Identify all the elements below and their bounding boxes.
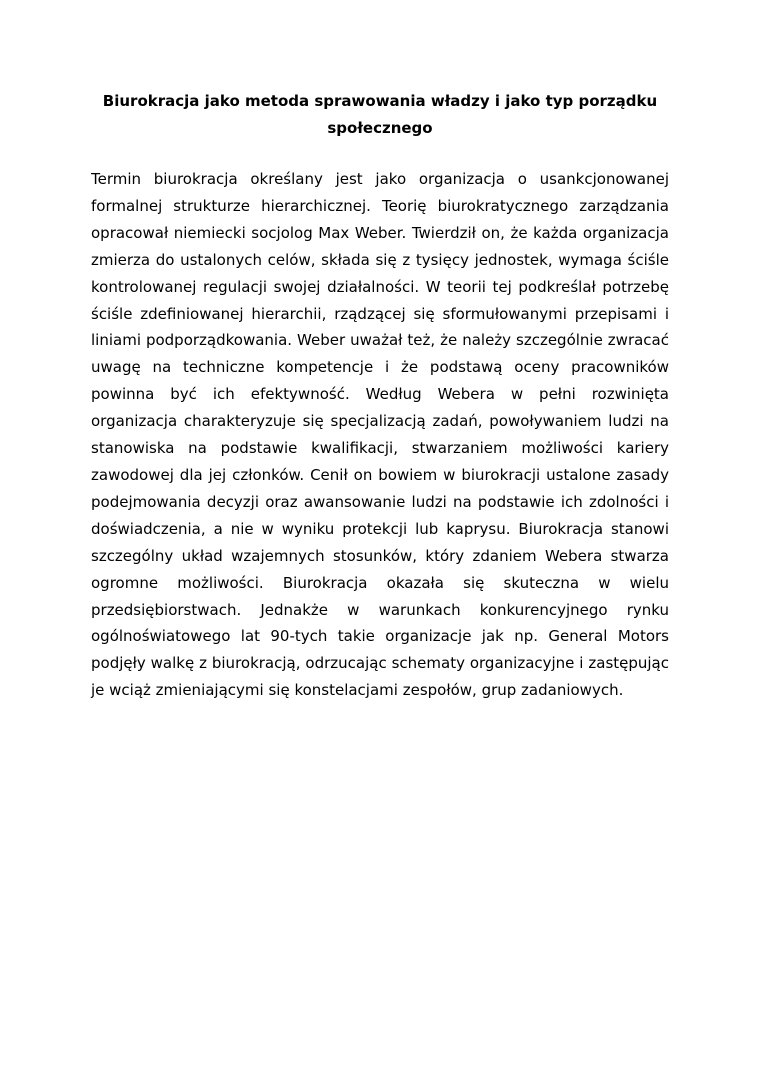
body-paragraph: Termin biurokracja określany jest jako organizacja o usankcjonowanej formalnej strukturze hierarchicznej. Teorię biurokratycznego zarządzania opracował niemiecki socjolog Max Weber. Twierdził on, że każda organizacja zmierza do ustalonych celów, składa się z tysięcy jednostek, wymaga ściśle kontrolowanej regulacji swojej działalności. W teorii tej podkreślał potrzebę ściśle zdefiniowanej hierarchii, rządzącej się sformułowanymi przepisami i liniami podporządkowania. Weber uważał też, że należy szczególnie zwracać uwagę na techniczne kompetencje i że podstawą oceny pracowników powinna być ich efektywność. Według Webera w pełni rozwinięta organizacja charakteryzuje się specjalizacją zadań, powoływaniem ludzi na stanowiska na podstawie kwalifikacji, stwarzaniem możliwości kariery zawodowej dla jej członków. Cenił on bowiem w biurokracji ustalone zasady podejmowania decyzji oraz awansowanie ludzi na podstawie ich zdolności i doświadczenia, a nie w wyniku protekcji lub kaprysu. Biurokracja stanowi szczególny układ wzajemnych stosunków, który zdaniem Webera stwarza ogromne możliwości. Biurokracja okazała się skuteczna w wielu przedsiębiorstwach. Jednakże w warunkach konkurencyjnego rynku ogólnoświatowego lat 90-tych takie organizacje jak np. General Motors podjęły walkę z biurokracją, odrzucając schematy organizacyjne i zastępując je wciąż zmieniającymi się konstelacjami zespołów, grup zadaniowych. [91,170,669,700]
document-title: Biurokracja jako metoda sprawowania władzy i jako typ porządku społecznego [102,92,658,137]
